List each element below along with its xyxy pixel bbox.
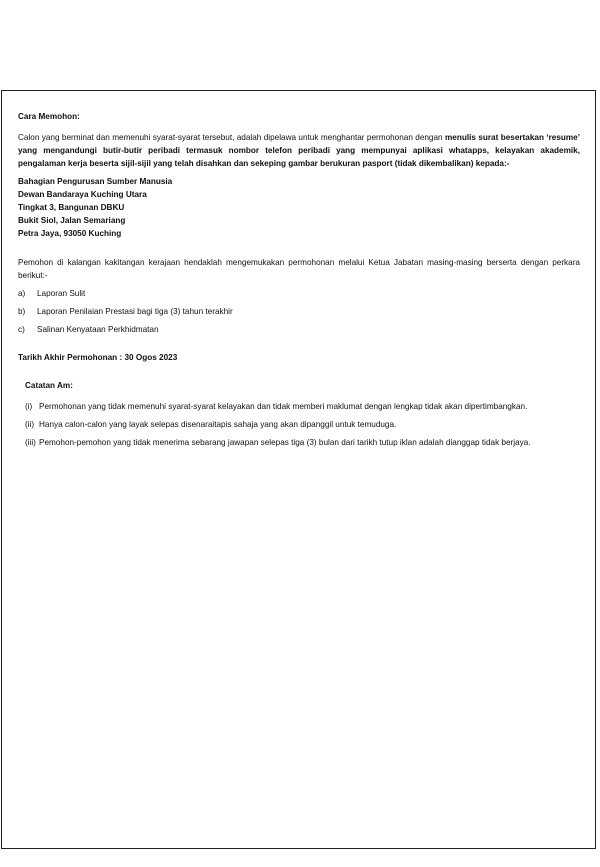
paragraph-text: Calon yang berminat dan memenuhi syarat-syarat tersebut, adalah dipelawa untuk menghantar permohonan dengan [18, 133, 445, 142]
note-text: Hanya calon-calon yang layak selepas disenaraitapis sahaja yang akan dipanggil untuk temuduga. [39, 420, 397, 429]
address-line: Petra Jaya, 93050 Kuching [18, 229, 122, 238]
item-label: a) [18, 289, 26, 298]
address-line: Bukit Siol, Jalan Semariang [18, 216, 126, 225]
item-text: Laporan Sulit [37, 289, 86, 298]
government-staff-paragraph: Pemohon di kalangan kakitangan kerajaan hendaklah mengemukakan permohonan melalui Ketua Jabatan masing-masing berserta dengan perkara berikut:- [18, 258, 580, 280]
item-label: c) [18, 325, 25, 334]
application-paragraph [18, 131, 580, 170]
note-label: (ii) [25, 420, 35, 429]
note-text: Pemohon-pemohon yang tidak menerima sebarang jawapan selepas tiga (3) bulan dari tarikh tutup iklan adalah dianggap tidak berjaya. [39, 438, 531, 447]
notes-heading: Catatan Am: [25, 381, 73, 390]
note-text: Permohonan yang tidak memenuhi syarat-syarat kelayakan dan tidak memberi maklumat dengan lengkap tidak akan dipertimbangkan. [39, 402, 528, 411]
section-heading: Cara Memohon: [18, 112, 80, 121]
paragraph-bold-text: menulis surat besertakan ‘resume’ yang mengandungi butir-butir peribadi termasuk nombor telefon peribadi yang mempunyai aplikasi whatapps, kelayakan akademik, pengalaman kerja beserta sijil-sijil yang telah disahkan dan sekeping gambar berukuran pasport (tidak dikembalikan) kepada:- [18, 133, 581, 168]
address-line: Bahagian Pengurusan Sumber Manusia [18, 177, 173, 186]
address-line: Tingkat 3, Bangunan DBKU [18, 203, 125, 212]
note-label: (i) [25, 402, 33, 411]
deadline: Tarikh Akhir Permohonan : 30 Ogos 2023 [18, 353, 178, 362]
note-label: (iii) [25, 438, 36, 447]
item-label: b) [18, 307, 26, 316]
item-text: Salinan Kenyataan Perkhidmatan [37, 325, 159, 334]
address-line: Dewan Bandaraya Kuching Utara [18, 190, 147, 199]
item-text: Laporan Penilaian Prestasi bagi tiga (3) tahun terakhir [37, 307, 233, 316]
